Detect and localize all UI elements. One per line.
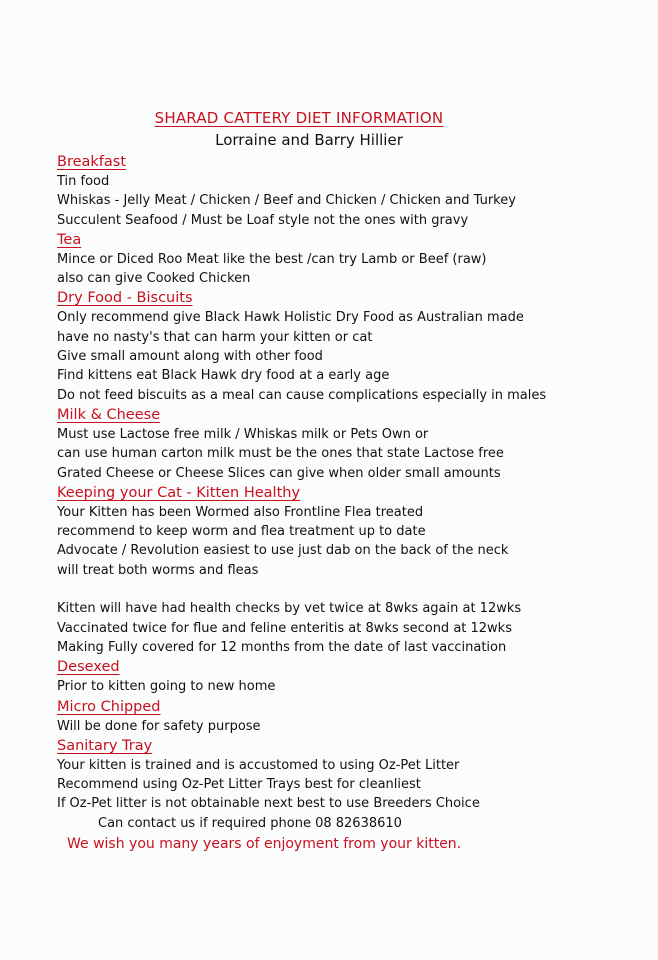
section-line: will treat both worms and fleas — [57, 562, 259, 578]
section-line: Recommend using Oz-Pet Litter Trays best for cleanliest — [57, 777, 421, 793]
section-milk-cheese — [57, 405, 637, 483]
section-dry-food — [57, 288, 637, 404]
subtitle-text: Lorraine and Barry Hillier — [215, 131, 403, 149]
section-line: have no nasty's that can harm your kitten or cat — [57, 329, 373, 345]
section-heading: Breakfast — [57, 154, 127, 170]
section-line: Find kittens eat Black Hawk dry food at a early age — [57, 368, 390, 384]
section-heading: Dry Food - Biscuits — [57, 290, 193, 307]
section-line: Prior to kitten going to new home — [57, 679, 276, 695]
section-line: Succulent Seafood / Must be Loaf style not the ones with gravy — [57, 212, 469, 228]
section-heading: Milk & Cheese — [57, 406, 161, 423]
section-line: Vaccinated twice for flue and feline enteritis at 8wks second at 12wks — [57, 620, 512, 636]
section-desexed — [57, 657, 637, 696]
section-line: can use human carton milk must be the ones that state Lactose free — [57, 446, 504, 462]
section-line: Will be done for safety purpose — [57, 718, 261, 734]
title-text: SHARAD CATTERY DIET INFORMATION — [154, 109, 444, 127]
section-heading: Desexed — [57, 659, 120, 676]
contact-line: Can contact us if required phone 08 82638610 — [98, 815, 402, 831]
section-line: Whiskas - Jelly Meat / Chicken / Beef and Chicken / Chicken and Turkey — [57, 193, 516, 209]
section-heading: Tea — [57, 231, 82, 248]
section-line: recommend to keep worm and flea treatment up to date — [57, 524, 426, 540]
section-kitten-healthy — [57, 483, 637, 657]
section-line: Advocate / Revolution easiest to use just dab on the back of the neck — [57, 543, 509, 559]
document-title — [0, 108, 658, 127]
section-line: Only recommend give Black Hawk Holistic Dry Food as Australian made — [57, 310, 524, 326]
section-micro-chipped — [57, 697, 637, 736]
section-heading: Sanitary Tray — [57, 737, 153, 754]
section-line: Do not feed biscuits as a meal can cause complications especially in males — [57, 387, 547, 403]
section-heading: Micro Chipped — [57, 698, 161, 715]
blank-line — [57, 580, 637, 599]
section-sanitary-tray — [57, 736, 637, 833]
section-line: Making Fully covered for 12 months from the date of last vaccination — [57, 639, 507, 655]
section-line: Mince or Diced Roo Meat like the best /can try Lamb or Beef (raw) — [57, 251, 487, 267]
section-line: also can give Cooked Chicken — [57, 271, 251, 287]
section-line: Tin food — [57, 174, 110, 189]
document-body — [57, 152, 637, 833]
section-line: If Oz-Pet litter is not obtainable next best to use Breeders Choice — [57, 796, 480, 812]
section-breakfast — [57, 152, 637, 230]
section-line: Your Kitten has been Wormed also Frontline Flea treated — [57, 504, 424, 520]
section-line: Your kitten is trained and is accustomed to using Oz-Pet Litter — [57, 757, 460, 773]
section-line: Give small amount along with other food — [57, 349, 323, 365]
section-line: Grated Cheese or Cheese Slices can give when older small amounts — [57, 465, 501, 481]
section-line: Must use Lactose free milk / Whiskas milk or Pets Own or — [57, 426, 429, 442]
closing-message: We wish you many years of enjoyment from your kitten. — [67, 836, 462, 852]
section-heading: Keeping your Cat - Kitten Healthy — [57, 484, 301, 501]
section-tea — [57, 230, 637, 289]
section-line: Kitten will have had health checks by vet twice at 8wks again at 12wks — [57, 601, 522, 617]
document-subtitle — [0, 131, 658, 149]
